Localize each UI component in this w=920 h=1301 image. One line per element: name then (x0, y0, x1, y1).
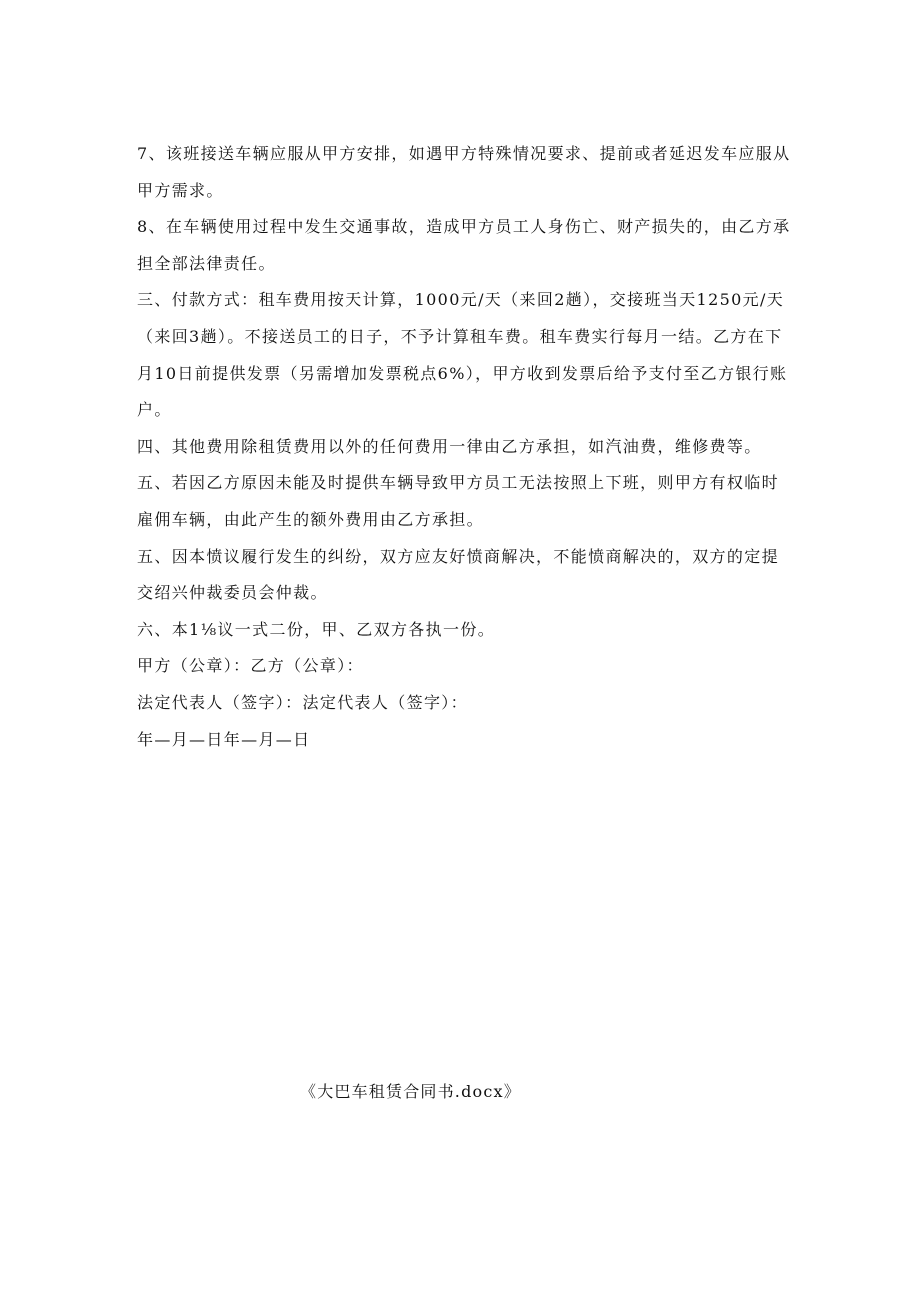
dispute-clause (137, 539, 787, 612)
clause-7-line-2: 甲方需求。 (137, 180, 224, 200)
dispute-clause-line-2: 交绍兴仲裁委员会仲裁。 (137, 583, 328, 603)
other-fees-clause (137, 429, 787, 466)
date-line (137, 722, 787, 759)
copies-clause-line-1: 六、本1⅛议一式二份，甲、乙双方各执一份。 (137, 619, 496, 639)
vehicle-failure-clause-line-1: 五、若因乙方原因未能及时提供车辆导致甲方员工无法按照上下班，则甲方有权临时 (137, 473, 779, 493)
payment-clause (137, 282, 787, 428)
copies-clause (137, 612, 787, 649)
signature-line (137, 685, 787, 722)
clause-8-line-2: 担全部法律责任。 (137, 253, 276, 273)
signature-line-text: 法定代表人（签字）：法定代表人（签字）： (137, 692, 469, 712)
vehicle-failure-clause-line-2: 雇佣车辆，由此产生的额外费用由乙方承担。 (137, 509, 485, 529)
seal-line-text: 甲方（公章）：乙方（公章）： (137, 656, 364, 676)
payment-clause-line-4: 户。 (137, 400, 172, 420)
clause-7-line-1: 7、该班接送车辆应服从甲方安排，如遇甲方特殊情况要求、提前或者延迟发车应服从 (137, 144, 791, 163)
seal-line (137, 648, 787, 685)
date-line-text: 年—月—日年—月—日 (137, 729, 311, 749)
payment-clause-line-3: 月10日前提供发票（另需增加发票税点6%），甲方收到发票后给予支付至乙方银行账 (137, 363, 788, 383)
clause-7 (137, 136, 791, 209)
payment-clause-line-1: 三、付款方式：租车费用按天计算，1000元/天（来回2趟），交接班当天1250元/天 (137, 290, 785, 310)
document-body (137, 136, 791, 758)
clause-8 (137, 209, 791, 282)
vehicle-failure-clause (137, 465, 787, 538)
dispute-clause-line-1: 五、因本愤议履行发生的纠纷，双方应友好愤商解决，不能愤商解决的，双方的定提 (137, 546, 779, 566)
other-fees-clause-line-1: 四、其他费用除租赁费用以外的任何费用一律由乙方承担，如汽油费，维修费等。 (137, 436, 762, 456)
payment-clause-line-2: （来回3趟）。不接送员工的日子，不予计算租车费。租车费实行每月一结。乙方在下 (137, 326, 783, 346)
document-filename-caption: 《大巴车租赁合同书.docx》 (300, 1082, 521, 1101)
clause-8-line-1: 8、在车辆使用过程中发生交通事故，造成甲方员工人身伤亡、财产损失的，由乙方承 (137, 217, 791, 237)
